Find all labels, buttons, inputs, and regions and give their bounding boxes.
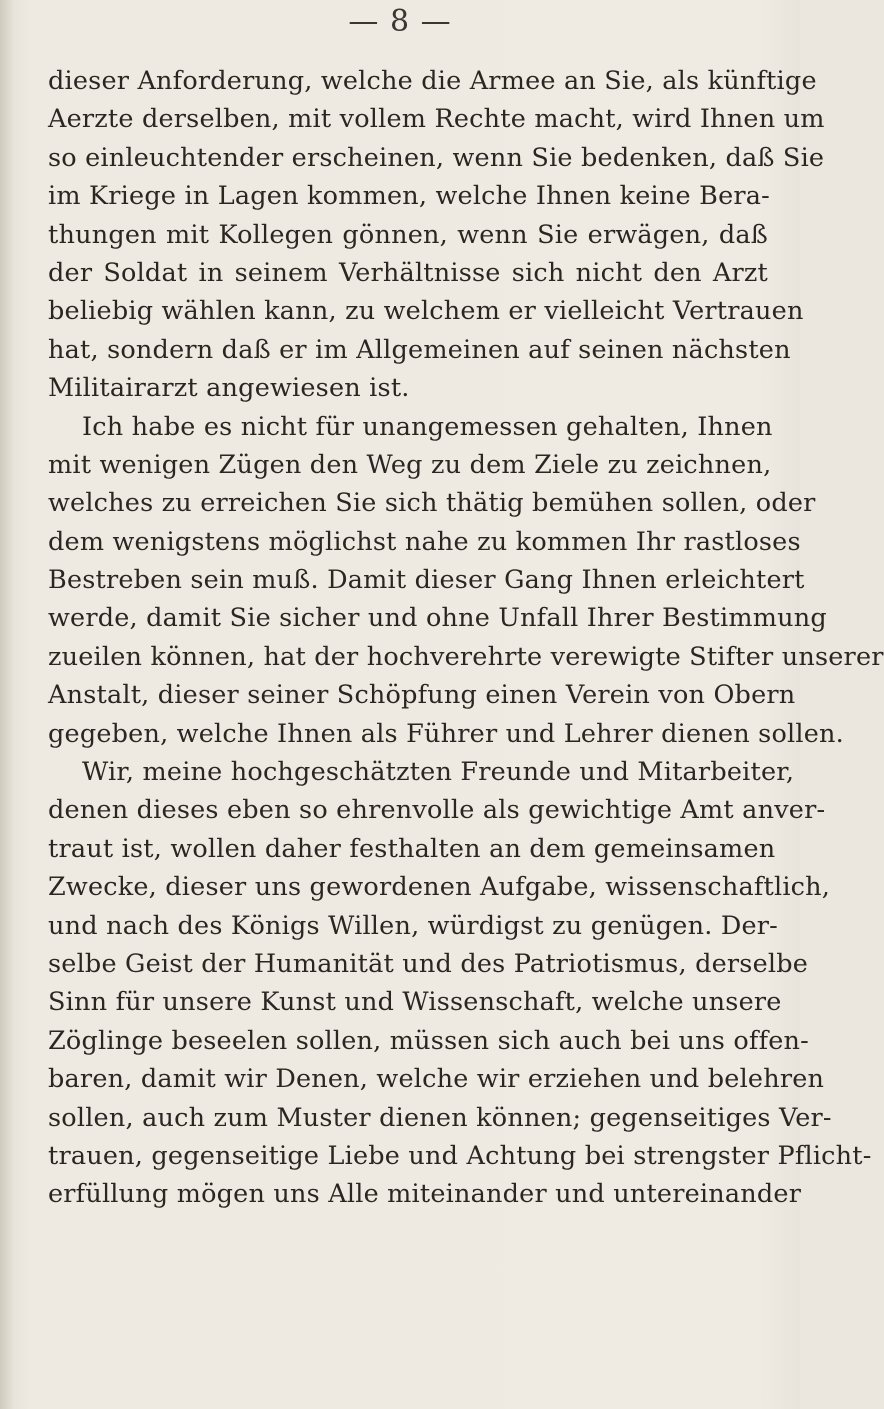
text-line: Zwecke, dieser uns gewordenen Aufgabe, wissenschaftlich, <box>48 872 831 903</box>
text-line: welches zu erreichen Sie sich thätig bemühen sollen, oder <box>48 488 816 519</box>
body-text <box>48 62 884 1214</box>
text-line: baren, damit wir Denen, welche wir erziehen und belehren <box>48 1064 825 1095</box>
text-line: dieser Anforderung, welche die Armee an Sie, als künftige <box>48 66 817 96</box>
text-line: Wir, meine hochgeschätzten Freunde und Mitarbeiter, <box>82 757 795 788</box>
text-line: Anstalt, dieser seiner Schöpfung einen Verein von Obern <box>48 680 796 711</box>
text-line: zueilen können, hat der hochverehrte verewigte Stifter unserer <box>48 641 884 672</box>
text-line: im Kriege in Lagen kommen, welche Ihnen keine Bera- <box>48 181 770 212</box>
text-line: dem wenigstens möglichst nahe zu kommen Ihr rastloses <box>48 526 801 557</box>
text-line: mit wenigen Zügen den Weg zu dem Ziele zu zeichnen, <box>48 449 772 480</box>
text-line: traut ist, wollen daher festhalten an dem gemeinsamen <box>48 833 776 864</box>
text-line: Aerzte derselben, mit vollem Rechte macht, wird Ihnen um <box>48 104 825 135</box>
text-line: so einleuchtender erscheinen, wenn Sie bedenken, daß Sie <box>48 142 825 173</box>
text-line: Sinn für unsere Kunst und Wissenschaft, welche unsere <box>48 987 782 1018</box>
page-number: — 8 — <box>348 4 452 39</box>
page-gutter-shadow <box>0 0 14 1409</box>
text-line: werde, damit Sie sicher und ohne Unfall Ihrer Bestimmung <box>48 603 827 634</box>
text-line: hat, sondern daß er im Allgemeinen auf seinen nächsten <box>48 334 791 365</box>
text-line: gegeben, welche Ihnen als Führer und Lehrer dienen sollen. <box>48 718 844 749</box>
text-line: der Soldat in seinem Verhältnisse sich nicht den Arzt <box>48 257 768 288</box>
text-line: beliebig wählen kann, zu welchem er vielleicht Vertrauen <box>48 296 804 327</box>
text-line: selbe Geist der Humanität und des Patriotismus, derselbe <box>48 948 809 979</box>
text-line: trauen, gegenseitige Liebe und Achtung bei strengster Pflicht- <box>48 1140 872 1171</box>
text-line: sollen, auch zum Muster dienen können; gegenseitiges Ver- <box>48 1102 832 1133</box>
text-line: denen dieses eben so ehrenvolle als gewichtige Amt anver- <box>48 795 826 826</box>
text-line: Militairarzt angewiesen ist. <box>48 373 410 404</box>
text-line: Ich habe es nicht für unangemessen gehalten, Ihnen <box>82 411 773 442</box>
text-line: und nach des Königs Willen, würdigst zu genügen. Der- <box>48 910 778 941</box>
text-line: erfüllung mögen uns Alle miteinander und untereinander <box>48 1179 802 1210</box>
text-line: Bestreben sein muß. Damit dieser Gang Ihnen erleichtert <box>48 565 805 596</box>
text-line: Zöglinge beseelen sollen, müssen sich auch bei uns offen- <box>48 1025 809 1056</box>
text-line: thungen mit Kollegen gönnen, wenn Sie erwägen, daß <box>48 219 768 250</box>
